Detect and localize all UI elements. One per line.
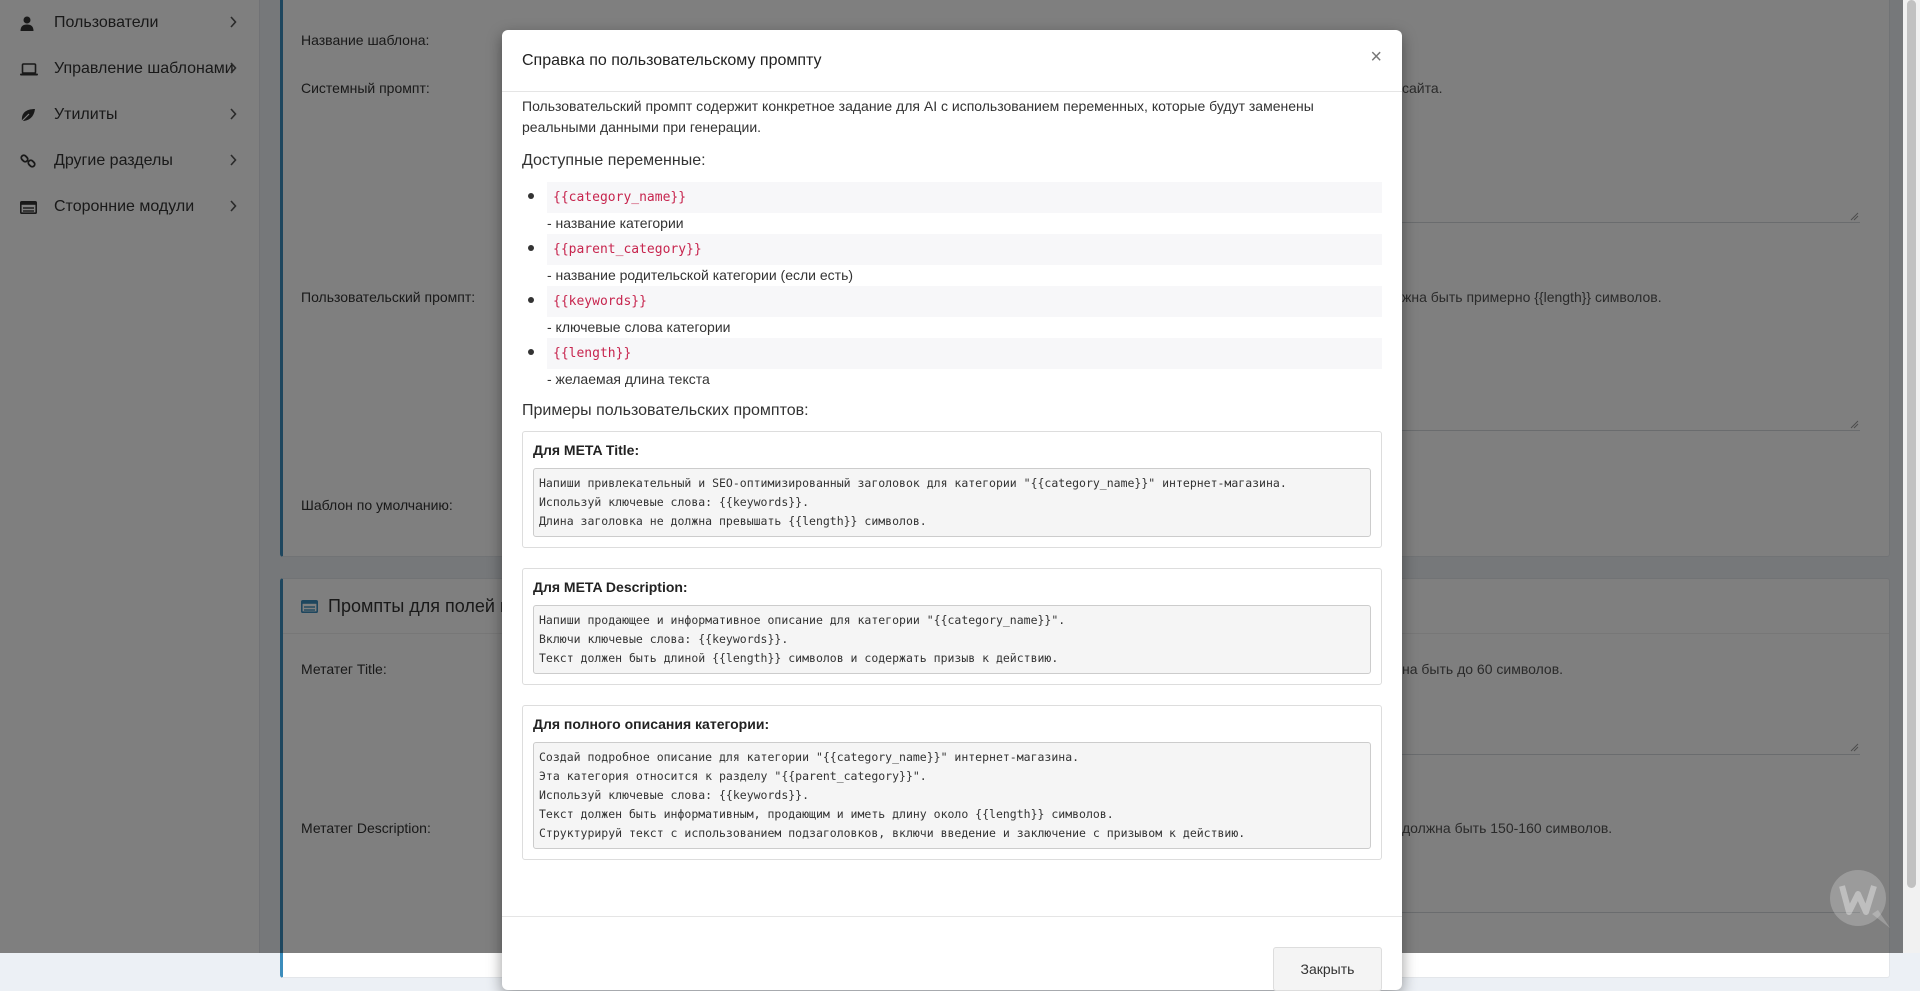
variable-description: - желаемая длина текста [547, 371, 710, 387]
watermark-logo [1820, 866, 1900, 936]
variables-list [522, 182, 1382, 390]
example-full-description [522, 705, 1382, 860]
list-item [522, 338, 1382, 390]
close-button[interactable]: Закрыть [1273, 947, 1382, 991]
list-item [522, 182, 1382, 234]
modal-title: Справка по пользовательскому промпту [522, 52, 822, 69]
intro-text: Пользовательский промпт содержит конкретное задание для AI с использованием переменных, которые будут заменены реальными данными при генерации. [522, 98, 1314, 135]
example-code-block [533, 468, 1371, 537]
bullet-icon [528, 245, 534, 251]
code-line: Используй ключевые слова: {{keywords}}. [539, 788, 810, 802]
variable-code: {{length}} [547, 338, 1382, 369]
page-scrollbar[interactable] [1903, 0, 1920, 953]
bullet-icon [528, 193, 534, 199]
variable-code: {{parent_category}} [547, 234, 1382, 265]
code-line: Эта категория относится к разделу "{{parent_category}}". [539, 769, 927, 783]
code-line: Напиши продающее и информативное описание для категории "{{category_name}}". [539, 613, 1066, 627]
example-meta-description [522, 568, 1382, 685]
code-line: Включи ключевые слова: {{keywords}}. [539, 632, 789, 646]
code-line: Структурируй текст с использованием подзаголовков, включи введение и заключение с призывом к действию. [539, 826, 1246, 840]
variable-description: - ключевые слова категории [547, 319, 731, 335]
variable-description: - название категории [547, 215, 684, 231]
bullet-icon [528, 297, 534, 303]
example-title: Для полного описания категории: [533, 716, 770, 732]
variable-description: - название родительской категории (если есть) [547, 267, 854, 283]
scrollbar-thumb[interactable] [1907, 0, 1916, 888]
code-line: Создай подробное описание для категории "{{category_name}}" интернет-магазина. [539, 750, 1080, 764]
code-line: Используй ключевые слова: {{keywords}}. [539, 495, 810, 509]
list-item [522, 286, 1382, 338]
bullet-icon [528, 349, 534, 355]
variables-heading: Доступные переменные: [522, 152, 706, 169]
example-code-block [533, 742, 1371, 849]
code-line: Напиши привлекательный и SEO-оптимизированный заголовок для категории "{{category_name}}" интернет-магазина. [539, 476, 1287, 490]
example-title: Для META Title: [533, 442, 640, 458]
variable-code: {{keywords}} [547, 286, 1382, 317]
code-line: Текст должен быть длиной {{length}} символов и содержать призыв к действию. [539, 651, 1059, 665]
modal-body [522, 96, 1382, 860]
help-modal [502, 30, 1402, 990]
modal-header [502, 30, 1402, 92]
modal-footer [502, 916, 1402, 977]
code-line: Длина заголовка не должна превышать {{length}} символов. [539, 514, 927, 528]
example-code-block [533, 605, 1371, 674]
examples-heading: Примеры пользовательских промптов: [522, 402, 809, 419]
list-item [522, 234, 1382, 286]
variable-code: {{category_name}} [547, 182, 1382, 213]
example-title: Для META Description: [533, 579, 688, 595]
code-line: Текст должен быть информативным, продающим и иметь длину около {{length}} символов. [539, 807, 1114, 821]
close-icon[interactable]: × [1370, 46, 1382, 68]
example-meta-title [522, 431, 1382, 548]
